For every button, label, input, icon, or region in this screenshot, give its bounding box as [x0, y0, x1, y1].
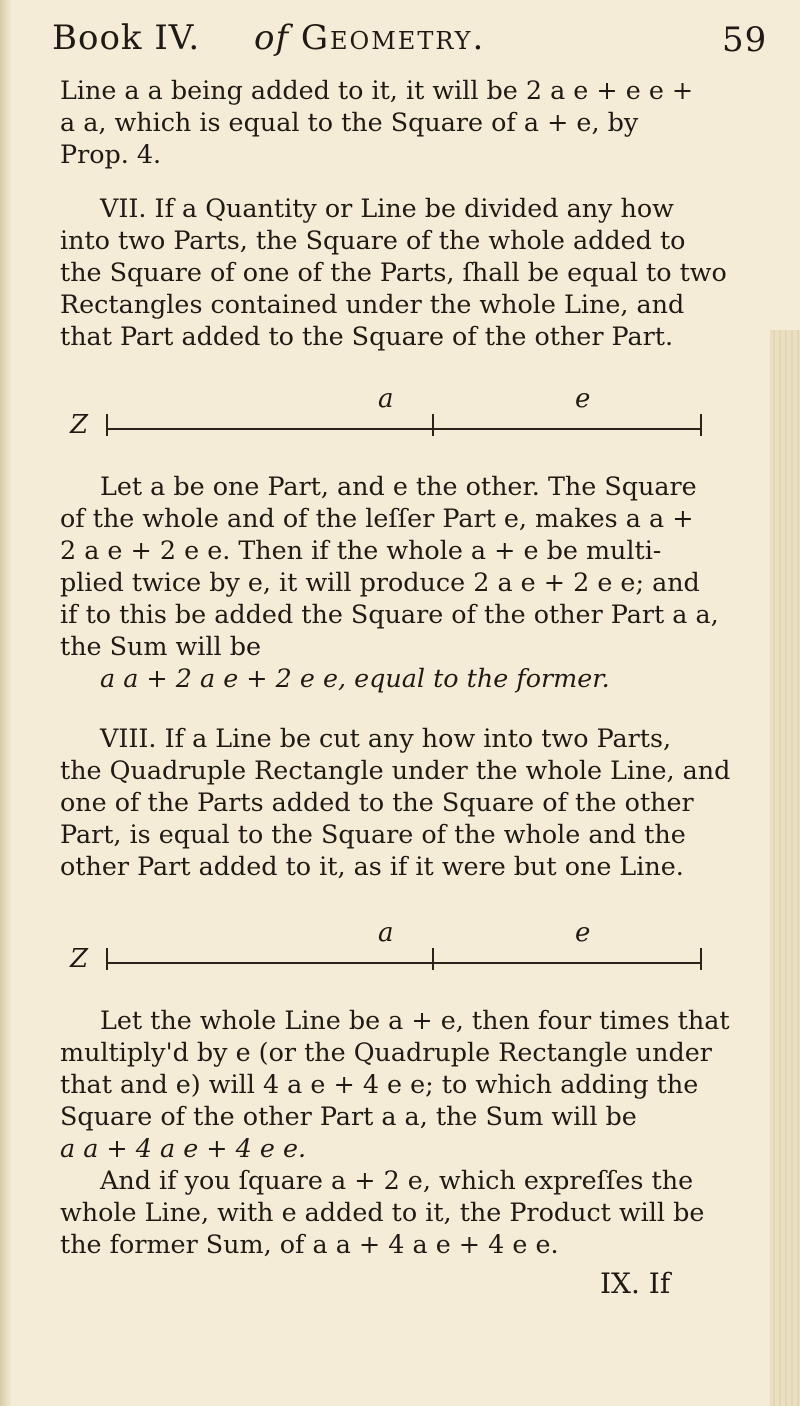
prop8-proof-8: the former Sum, of a a + 4 a e + 4 e e. [60, 1229, 559, 1259]
divided-line [106, 428, 702, 430]
divided-line [106, 962, 702, 964]
prop7-line-2: into two Parts, the Square of the whole added to [60, 225, 686, 255]
prop8-proof-6: And if you ſquare a + 2 e, which expreſſes the [100, 1165, 694, 1195]
prop7-proof-1: Let a be one Part, and e the other. The Square [100, 471, 697, 501]
intro-line-2: a a, which is equal to the Square of a + e, by [60, 107, 639, 137]
label-a: a [378, 384, 394, 414]
prop7-proof-7: a a + 2 a e + 2 e e, equal to the former. [100, 663, 610, 693]
prop7-line-1: VII. If a Quantity or Line be divided any how [100, 193, 674, 223]
prop8-proof-4: Square of the other Part a a, the Sum will be [60, 1101, 637, 1131]
catchword: IX. If [600, 1267, 671, 1300]
prop7-line-3: the Square of one of the Parts, ſhall be equal to two [60, 257, 727, 287]
prop8-proof-7: whole Line, with e added to it, the Product will be [60, 1197, 705, 1227]
page-number: 59 [722, 20, 768, 60]
line-diagram-1 [70, 384, 730, 450]
prop7-proof-4: plied twice by e, it will produce 2 a e + 2 e e; and [60, 567, 700, 597]
prop7-line-5: that Part added to the Square of the other Part. [60, 321, 674, 351]
book-number: Book IV. [52, 18, 201, 58]
page-gutter [0, 0, 12, 1406]
line-end-tick [700, 948, 702, 970]
label-e: e [575, 918, 591, 948]
prop7-line-4: Rectangles contained under the whole Line, and [60, 289, 685, 319]
prop7-proof-3: 2 a e + 2 e e. Then if the whole a + e be multi- [60, 535, 662, 565]
prop8-line-1: VIII. If a Line be cut any how into two Parts, [100, 723, 672, 753]
line-start-tick [106, 414, 108, 436]
intro-line-3: Prop. 4. [60, 139, 162, 169]
prop8-proof-5: a a + 4 a e + 4 e e. [60, 1133, 307, 1163]
prop7-proof-6: the Sum will be [60, 631, 261, 661]
label-e: e [575, 384, 591, 414]
prop8-proof-3: that and e) will 4 a e + 4 e e; to which adding the [60, 1069, 699, 1099]
line-end-tick [700, 414, 702, 436]
intro-line-1: Line a a being added to it, it will be 2 a e + e e + [60, 75, 694, 105]
book-subject: of Geometry. [254, 18, 486, 58]
division-tick [432, 948, 434, 970]
line-start-tick [106, 948, 108, 970]
prop8-line-3: one of the Parts added to the Square of the other [60, 787, 694, 817]
running-header [52, 18, 772, 72]
prop8-line-4: Part, is equal to the Square of the whole and the [60, 819, 686, 849]
label-z: Z [70, 944, 89, 974]
prop7-proof-2: of the whole and of the leſſer Part e, makes a a + [60, 503, 694, 533]
label-a: a [378, 918, 394, 948]
prop8-proof-1: Let the whole Line be a + e, then four times that [100, 1005, 730, 1035]
prop7-proof-5: if to this be added the Square of the other Part a a, [60, 599, 719, 629]
prop8-line-5: other Part added to it, as if it were but one Line. [60, 851, 684, 881]
line-diagram-2 [70, 918, 730, 984]
prop8-line-2: the Quadruple Rectangle under the whole Line, and [60, 755, 731, 785]
page-edges [770, 330, 800, 1406]
label-z: Z [70, 410, 89, 440]
prop8-proof-2: multiply'd by e (or the Quadruple Rectangle under [60, 1037, 712, 1067]
division-tick [432, 414, 434, 436]
